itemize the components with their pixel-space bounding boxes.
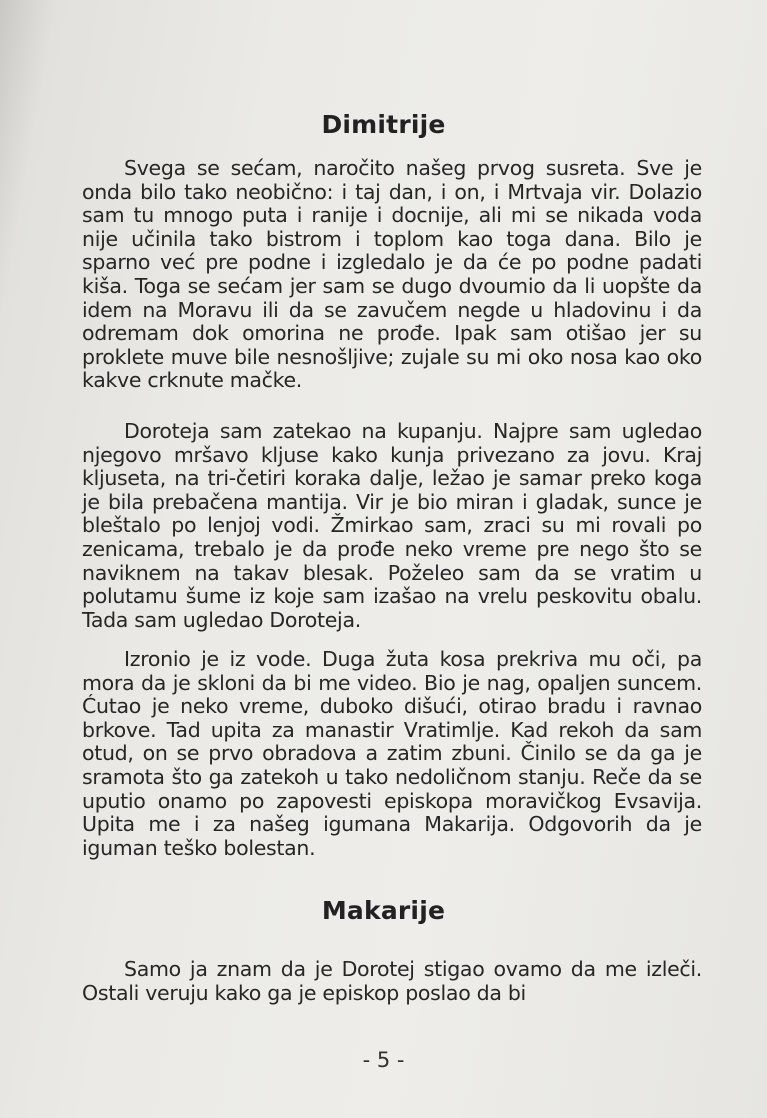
paragraph: Samo ja znam da je Dorotej stigao ovamo da me izleči. Ostali veruju kako ga je episkop poslao da bi: [82, 957, 702, 1005]
page-number: - 5 -: [362, 1048, 405, 1072]
paragraph: Izronio je iz vode. Duga žuta kosa prekriva mu oči, pa mora da je skloni da bi me video. Bio je nag, opaljen suncem. Ćutao je neko vreme, duboko dišući, otirao bradu i ravnao brkove. Tad upita za manastir Vratimlje. Kad rekoh da sam otud, on se prvo obradova a zatim zbuni. Činilo se da ga je sramota što ga zatekoh u tako nedoličnom stanju. Reče da se uputio onamo po zapovesti episkopa moravičkog Evsavija. Upita me i za našeg igumana Makarija. Odgovorih da je iguman teško bolestan.: [82, 647, 702, 860]
section-title-makarije: Makarije: [321, 896, 446, 925]
paragraph: Doroteja sam zatekao na kupanju. Najpre sam ugledao njegovo mršavo kljuse kako kunja privezano za jovu. Kraj kljuseta, na tri-četiri koraka dalje, ležao je samar preko koga je bila prebačena mantija. Vir je bio miran i gladak, sunce je bleštalo po lenjoj vodi. Žmirkao sam, zraci su mi rovali po zenicama, trebalo je da prođe neko vreme pre nego što se naviknem na takav blesak. Poželeo sam da se vratim u polutamu šume iz koje sam izašao na vrelu peskovitu obalu. Tada sam ugledao Doroteja.: [82, 419, 702, 632]
paragraph: Svega se sećam, naročito našeg prvog susreta. Sve je onda bilo tako neobično: i taj dan, i on, i Mrtvaja vir. Dolazio sam tu mnogo puta i ranije i docnije, ali mi se nikada voda nije učinila tako bistrom i toplom kao toga dana. Bilo je sparno već pre podne i izgledalo je da će po podne padati kiša. Toga se sećam jer sam se dugo dvoumio da li uopšte da idem na Moravu ili da se zavučem negde u hladovinu i da odremam dok omorina ne prođe. Ipak sam otišao jer su proklete muve bile nesnošljive; zujale su mi oko nosa kao oko kakve crknute mačke.: [82, 156, 702, 393]
section-title-dimitrije: Dimitrije: [321, 110, 446, 139]
